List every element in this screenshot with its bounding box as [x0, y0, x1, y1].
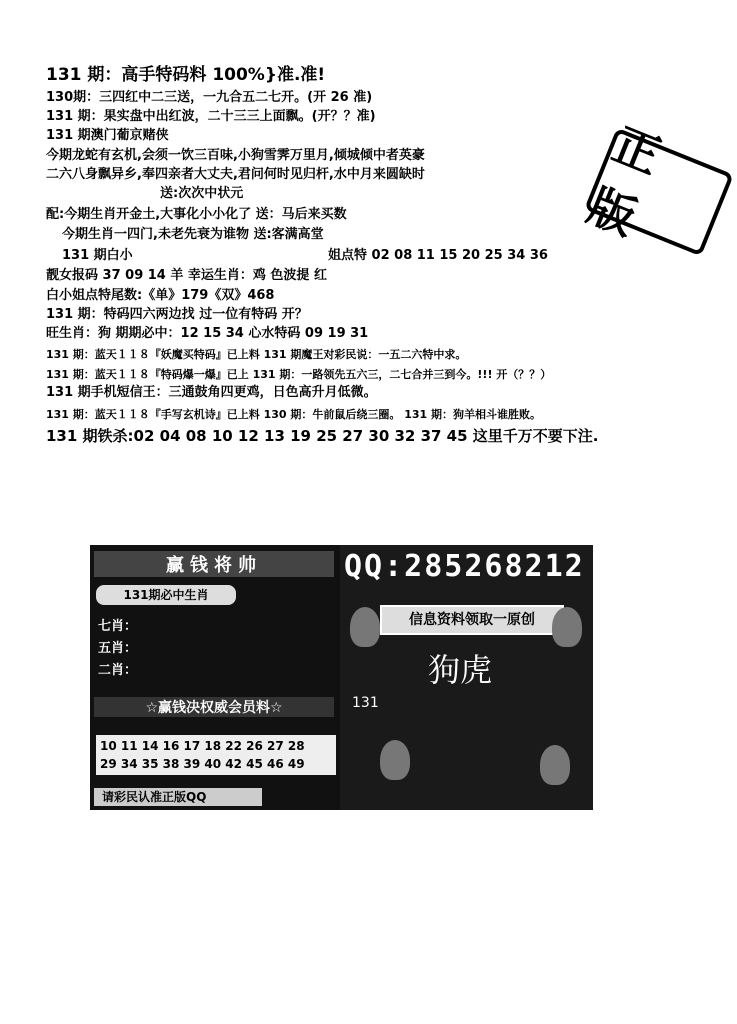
ad-right-main-text: 狗虎 [427, 651, 492, 689]
portrait-icon [380, 740, 410, 780]
ad-number-row-2: 29 34 35 38 39 40 42 45 46 49 [100, 757, 305, 771]
ad-qq-number: QQ:285268212 [344, 549, 585, 584]
ad-left-banner: ☆赢钱决权威会员料☆ [94, 697, 334, 717]
text-line-19: 131 期：蓝天１１８『手写玄机诗』已上料 130 期：牛前鼠后绕三圈。 131 期：狗羊相斗谁胜败。 [46, 408, 542, 421]
text-line-14: 131 期：特码四六两边找 过一位有特码 开？ [46, 307, 308, 322]
text-line-12: 靓女报码 37 09 14 羊 幸运生肖：鸡 色波提 红 [46, 268, 327, 283]
ad-left-row-2: 五肖： [98, 641, 138, 656]
text-line-11: 姐点特 02 08 11 15 20 25 34 36 [328, 248, 548, 263]
text-line-3: 131 期：果实盘中出红波，二十三三上面飘。(开？？准) [46, 109, 376, 124]
text-line-5: 今期龙蛇有玄机,会须一饮三百味,小狗雪霁万里月,倾城倾中者英豪 [46, 148, 425, 163]
ad-number-grid [96, 735, 336, 775]
text-line-4: 131 期澳门葡京赌侠 [46, 128, 169, 143]
portrait-icon [350, 607, 380, 647]
text-line-17: 131 期：蓝天１１８『特码爆一爆』已上 131 期：一路领先五六三，二七合并三到今。!!! 开（？？） [46, 368, 552, 381]
advertisement-image [90, 545, 593, 810]
text-line-13: 白小姐点特尾数:《单》179《双》468 [46, 288, 275, 303]
text-line-7: 送:次次中状元 [160, 186, 244, 201]
text-line-18: 131 期手机短信王：三通鼓角四更鸡，日色高升月低微。 [46, 385, 377, 400]
ad-left-row-1: 七肖： [98, 619, 138, 634]
ad-right-issue: 131 [352, 695, 379, 711]
text-line-1: 131 期：高手特码料 100%}准.准! [46, 65, 326, 85]
text-line-15: 旺生肖：狗 期期必中：12 15 34 心水特码 09 19 31 [46, 326, 369, 341]
genuine-edition-stamp: 正版 [584, 128, 734, 257]
ad-left-footer: 请彩民认准正版QQ [94, 788, 262, 806]
portrait-icon [540, 745, 570, 785]
ad-left-subtitle: 131期必中生肖 [96, 585, 236, 605]
ad-right-box: 信息资料领取一原创 [380, 605, 564, 635]
text-line-2: 130期：三四红中二三送，一九合五二七开。(开 26 准) [46, 90, 373, 105]
text-line-10: 131 期白小 [62, 248, 133, 263]
text-line-16: 131 期：蓝天１１８『妖魔买特码』已上料 131 期魔王对彩民说：一五二六特中求。 [46, 348, 467, 361]
ad-left-panel [90, 545, 340, 810]
ad-left-row-3: 二肖： [98, 663, 138, 678]
text-line-6: 二六八身飘异乡,奉四亲者大丈夫,君问何时见归杆,水中月来圆缺时 [46, 167, 425, 182]
ad-number-row-1: 10 11 14 16 17 18 22 26 27 28 [100, 739, 305, 753]
text-line-20: 131 期铁杀:02 04 08 10 12 13 19 25 27 30 32 37 45 这里千万不要下注. [46, 427, 599, 445]
portrait-icon [552, 607, 582, 647]
text-line-9: 今期生肖一四门,未老先衰为谁物 送:客满高堂 [62, 227, 324, 242]
ad-right-panel [340, 545, 593, 810]
ad-left-title: 赢钱将帅 [94, 551, 334, 577]
text-line-8: 配:今期生肖开金土,大事化小小化了 送：马后来买数 [46, 207, 347, 222]
